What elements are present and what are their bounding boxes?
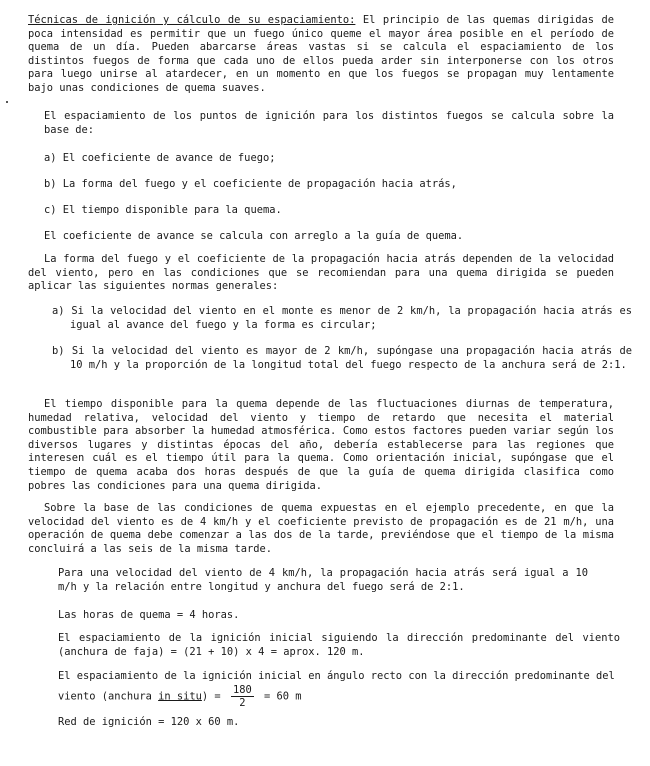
advance-coefficient-paragraph: El coeficiente de avance se calcula con arreglo a la guía de quema. xyxy=(44,230,464,242)
ignition-grid: Red de ignición = 120 x 60 m. xyxy=(58,716,240,728)
section-title: Técnicas de ignición y cálculo de su espaciamiento: xyxy=(28,14,356,26)
available-time-paragraph: El tiempo disponible para la quema depende de las fluctuaciones diurnas de temperatura, humedad relativa, velocidad del viento y tiempo de retardo que necesita el material combustible para absorber la humedad atmosférica. Como estos factores pueden variar según los diversos lugares y distintas épocas del año, debería establecerse para las regiones que interesen cuál es el tiempo útil para la quema. Como orientación inicial, supóngase que el tiempo de quema acaba dos horas después de que la guía de quema dirigida clasifica como pobres las condiciones para una quema dirigida. xyxy=(28,398,614,492)
intro-paragraph xyxy=(28,14,614,96)
fraction-denominator: 2 xyxy=(239,696,246,709)
spacing-basis-paragraph: El espaciamiento de los puntos de ignición para los distintos fuegos se calcula sobre la base de: xyxy=(44,110,614,136)
result-text: = 60 m xyxy=(264,690,302,703)
in-situ-text: in situ xyxy=(158,690,202,703)
list1-item-c: c) El tiempo disponible para la quema. xyxy=(44,204,282,216)
scan-speck xyxy=(6,101,8,103)
list1-item-b: b) La forma del fuego y el coeficiente de propagación hacia atrás, xyxy=(44,178,457,190)
fraction-numerator: 180 xyxy=(232,683,252,696)
fire-shape-paragraph: La forma del fuego y el coeficiente de la propagación hacia atrás dependen de la velocidad del viento, pero en las condiciones que se recomiendan para una quema dirigida se pueden aplicar las siguientes normas generales: xyxy=(28,253,614,293)
equals-text: ) = xyxy=(201,690,221,703)
example-perpendicular-spacing xyxy=(58,670,628,709)
list2-item-b: b) Si la velocidad del viento es mayor de 2 km/h, supóngase una propagación hacia atrás de 10 m/h y la proporción de la longitud total del fuego respecto de la anchura será de 2:1. xyxy=(52,345,632,371)
intro-text: El principio de las quemas dirigidas de poca intensidad es permitir que un fuego único queme el mayor área posible en el período de quema de un día. Pueden abarcarse áreas vastas si se calcula el espaciamiento de los distintos fuegos de forma que cada uno de ellos pueda arder sin interponerse con los otros para luego unirse al atardecer, en un momento en que los fuegos se propagan muy lentamente bajo unas condiciones de quema suaves. xyxy=(28,14,614,94)
perpendicular-text: El espaciamiento de la ignición inicial en ángulo recto con la dirección predominante del viento (anchura xyxy=(58,670,615,703)
fraction xyxy=(231,684,254,709)
example-burn-hours: Las horas de quema = 4 horas. xyxy=(58,609,240,621)
list1-item-a: a) El coeficiente de avance de fuego; xyxy=(44,152,276,164)
example-strip-width: El espaciamiento de la ignición inicial siguiendo la dirección predominante del viento (anchura de faja) = (21 + 10) x 4 = aprox. 120 m. xyxy=(58,632,620,658)
example-wind-speed: Para una velocidad del viento de 4 km/h, la propagación hacia atrás será igual a 10 m/h y la relación entre longitud y anchura del fuego será de 2:1. xyxy=(58,567,588,593)
list2-item-a: a) Si la velocidad del viento en el monte es menor de 2 km/h, la propagación hacia atrás es igual al avance del fuego y la forma es circular; xyxy=(52,305,632,331)
example-conditions-paragraph: Sobre la base de las condiciones de quema expuestas en el ejemplo precedente, en que la velocidad del viento es de 4 km/h y el coeficiente previsto de propagación es de 21 m/h, una operación de quema debe comenzar a las dos de la tarde, previéndose que el tiempo de la misma concluirá a las seis de la misma tarde. xyxy=(28,502,614,555)
